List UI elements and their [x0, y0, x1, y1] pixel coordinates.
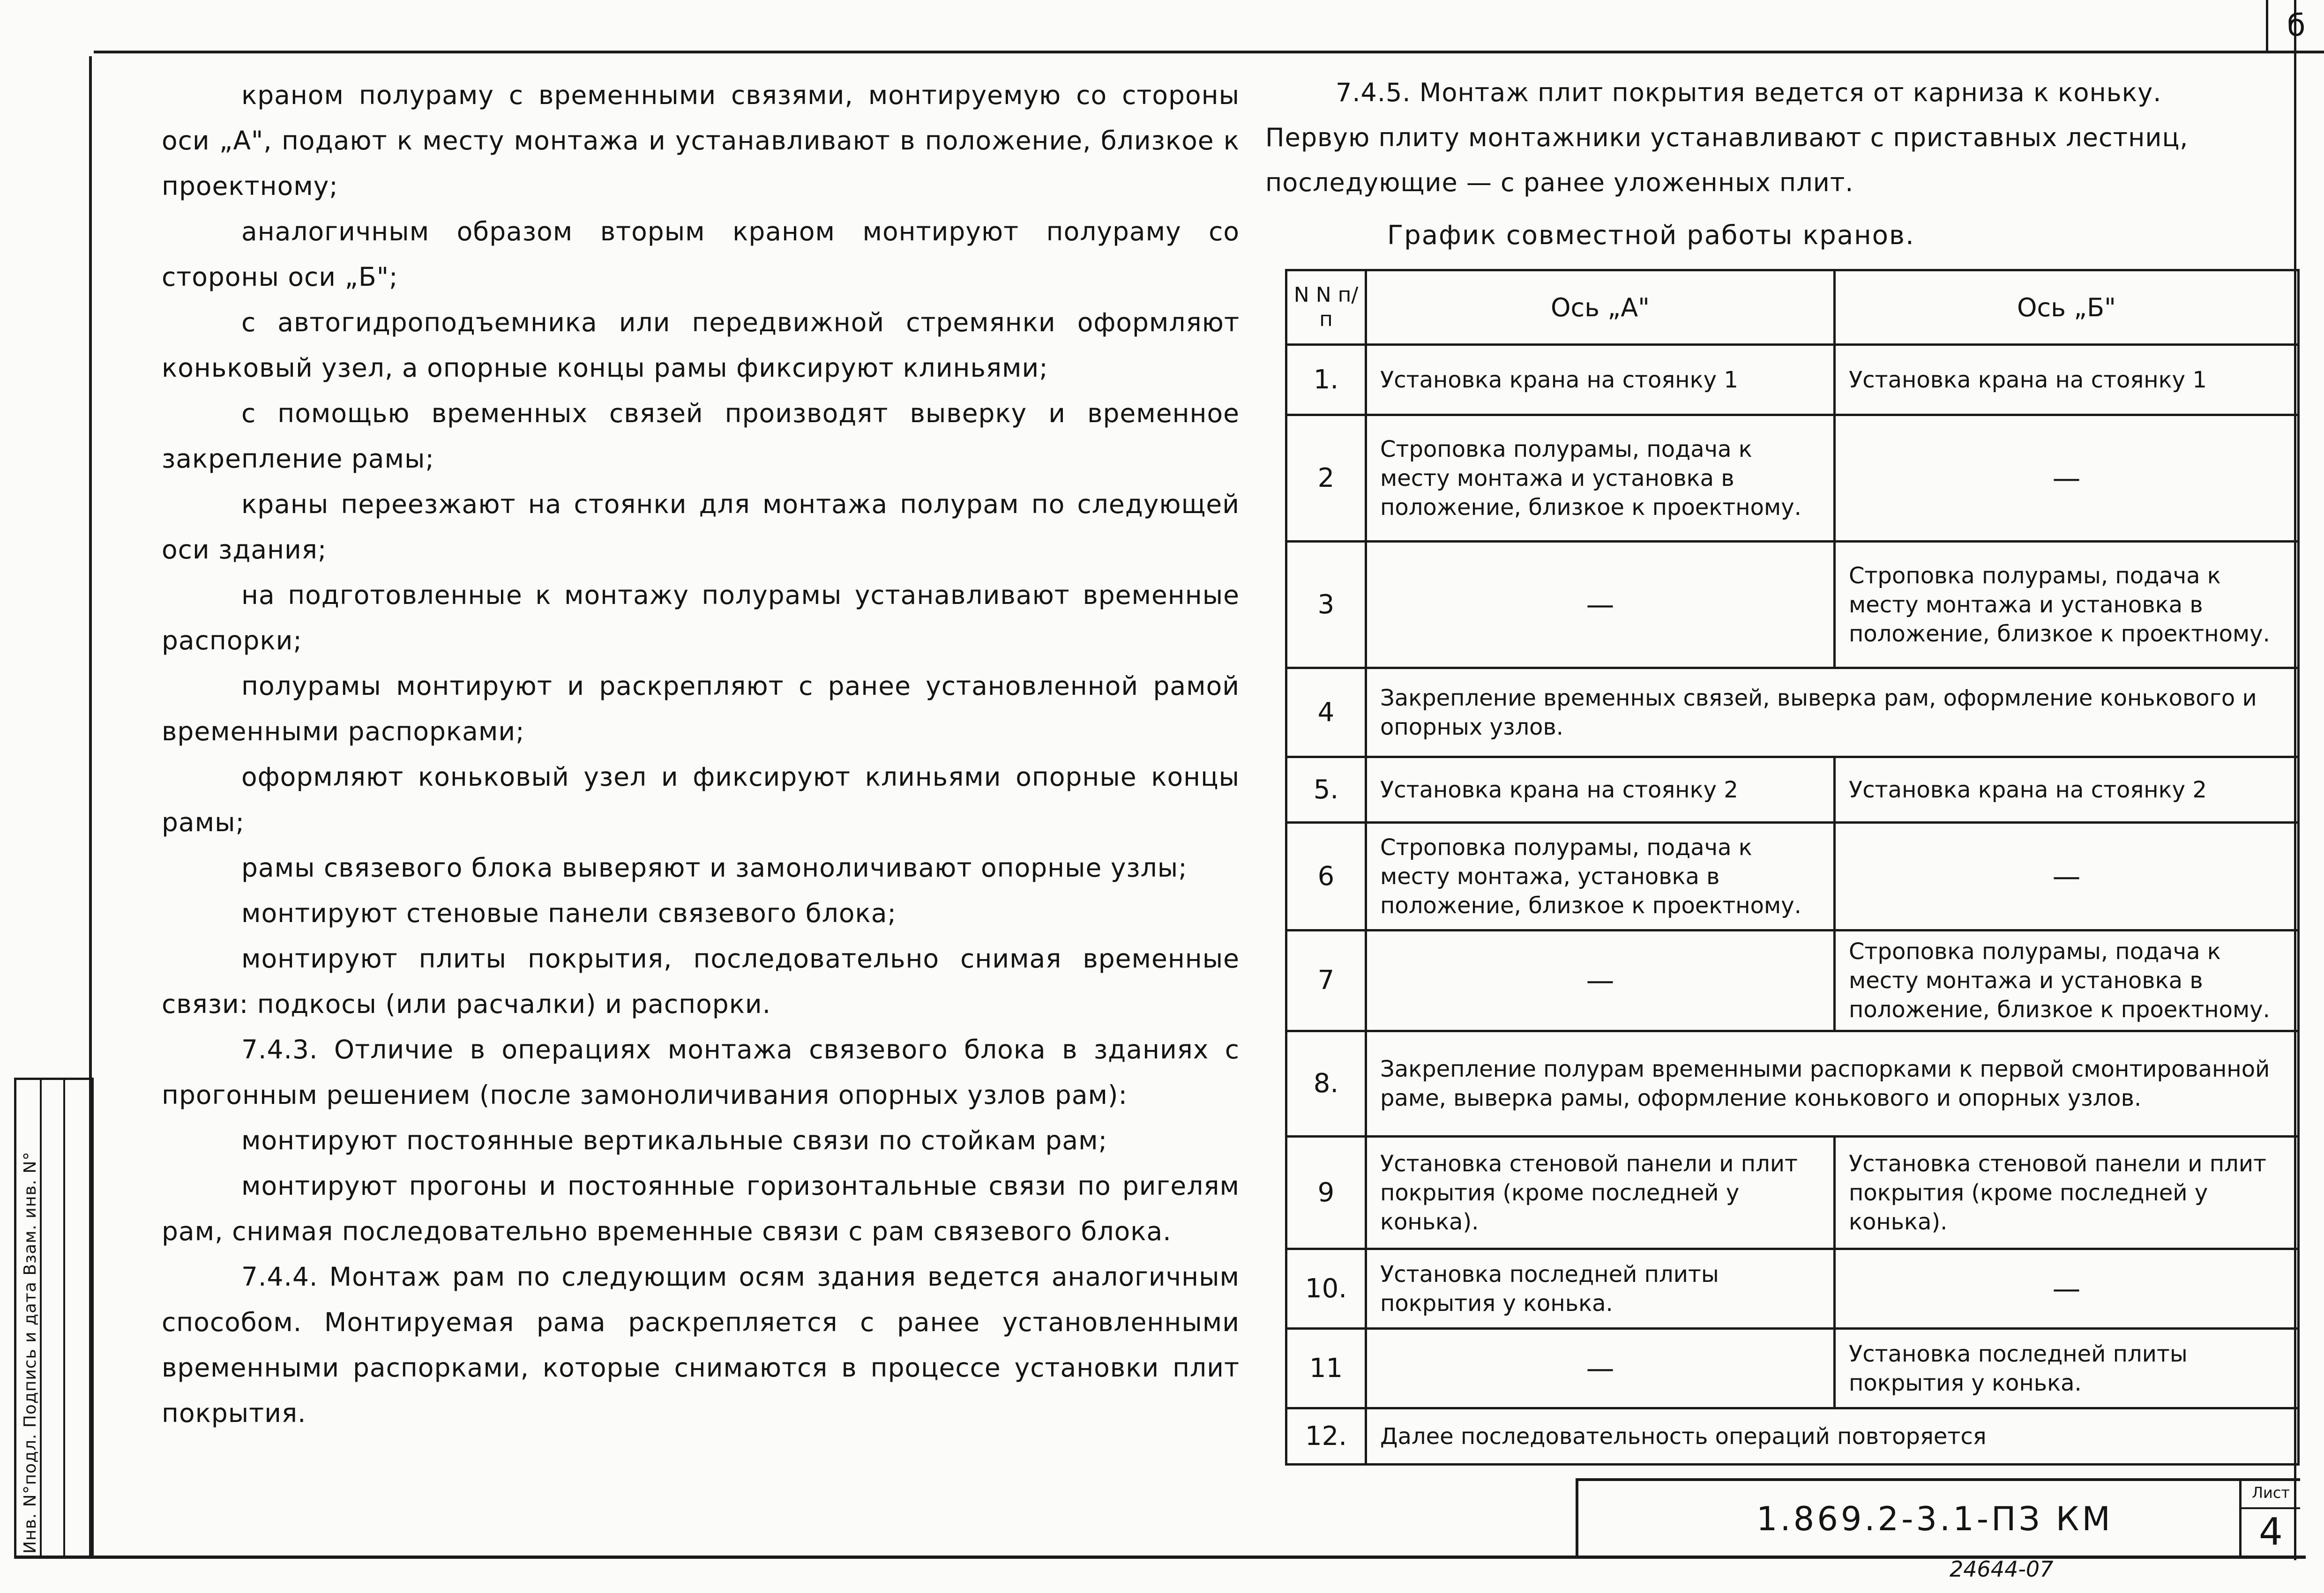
cell-axis-a: — — [1366, 542, 1835, 668]
header-num: N N п/п — [1286, 270, 1366, 345]
row-num: 5. — [1286, 757, 1366, 823]
paragraph: рамы связевого блока выверяют и замоноличивают опорные узлы; — [241, 853, 1188, 883]
cell-axis-a: Строповка полурамы, подача к месту монтажа и установка в положение, близкое к проектному. — [1366, 415, 1835, 542]
table-row — [1286, 1329, 2299, 1408]
row-num: 12. — [1286, 1408, 1366, 1465]
row-num: 6 — [1286, 823, 1366, 930]
cell-axis-a: Установка крана на стоянку 1 — [1366, 345, 1835, 415]
frame-top-line — [94, 51, 2324, 53]
row-num: 10. — [1286, 1249, 1366, 1329]
row-num: 2 — [1286, 415, 1366, 542]
archive-number: 24644-07 — [1950, 1556, 2054, 1582]
table-row — [1286, 1408, 2299, 1465]
sheet-number: 4 — [2259, 1510, 2283, 1554]
header-axis-b: Ось „Б" — [1835, 270, 2299, 345]
row-num: 8. — [1286, 1031, 1366, 1137]
section-7-4-4: 7.4.4. Монтаж рам по следующим осям здания ведется аналогичным способом. Монтируемая рама раскрепляется с ранее установленными временными распорками, которые снимаются в процессе установки плит покрытия. — [162, 1262, 1240, 1428]
cell-axis-a: Установка стеновой панели и плит покрытия (кроме последней у конька). — [1366, 1137, 1835, 1249]
row-num: 1. — [1286, 345, 1366, 415]
sheet-box — [2239, 1481, 2300, 1558]
paragraph: оформляют коньковый узел и фиксируют клиньями опорные концы рамы; — [162, 762, 1240, 837]
cell-axis-b: Строповка полурамы, подача к месту монтажа и установка в положение, близкое к проектному. — [1835, 542, 2299, 668]
table-row — [1286, 930, 2299, 1031]
cell-merged: Закрепление временных связей, выверка рам, оформление конькового и опорных узлов. — [1366, 668, 2299, 757]
crane-schedule-table — [1285, 269, 2300, 1466]
left-column-text — [162, 73, 1240, 1436]
paragraph: аналогичным образом вторым краном монтируют полураму со стороны оси „Б"; — [162, 216, 1240, 292]
sheet-label: Лист — [2242, 1484, 2300, 1509]
paragraph: краном полураму с временными связями, монтируемую со стороны оси „А", подают к месту монтажа и устанавливают в положение, близкое к проектному; — [162, 80, 1240, 201]
cell-axis-b: Установка крана на стоянку 2 — [1835, 757, 2299, 823]
row-num: 11 — [1286, 1329, 1366, 1408]
cell-axis-a: — — [1366, 930, 1835, 1031]
paragraph: полурамы монтируют и раскрепляют с ранее установленной рамой временными распорками; — [162, 671, 1240, 746]
title-block — [1576, 1478, 2300, 1558]
table-row — [1286, 1137, 2299, 1249]
cell-axis-a: Установка крана на стоянку 2 — [1366, 757, 1835, 823]
paragraph: с автогидроподъемника или передвижной стремянки оформляют коньковый узел, а опорные концы рамы фиксируют клиньями; — [162, 307, 1240, 383]
cell-axis-b: Установка стеновой панели и плит покрытия (кроме последней у конька). — [1835, 1137, 2299, 1249]
row-num: 9 — [1286, 1137, 1366, 1249]
side-stamp-text: Инв. N°подл. Подпись и дата Взам. инв. N° — [21, 1151, 40, 1554]
document-code: 1.869.2-3.1-ПЗ КМ — [1756, 1500, 2113, 1538]
table-row — [1286, 1031, 2299, 1137]
cell-merged: Далее последовательность операций повторяется — [1366, 1408, 2299, 1465]
cell-axis-b: Установка последней плиты покрытия у конька. — [1835, 1329, 2299, 1408]
table-row — [1286, 757, 2299, 823]
row-num: 7 — [1286, 930, 1366, 1031]
paragraph: монтируют прогоны и постоянные горизонтальные связи по ригелям рам, снимая последовательно временные связи с рам связевого блока. — [162, 1171, 1240, 1246]
paragraph: монтируют постоянные вертикальные связи по стойкам рам; — [241, 1125, 1108, 1155]
paragraph: на подготовленные к монтажу полурамы устанавливают временные распорки; — [162, 580, 1240, 655]
header-axis-a: Ось „А" — [1366, 270, 1835, 345]
paragraph: с помощью временных связей производят выверку и временное закрепление рамы; — [162, 398, 1240, 474]
table-row — [1286, 542, 2299, 668]
paragraph: монтируют плиты покрытия, последовательно снимая временные связи: подкосы (или расчалки) и распорки. — [162, 944, 1240, 1019]
cell-merged: Закрепление полурам временными распорками к первой смонтированной раме, выверка рамы, оформление конькового и опорных узлов. — [1366, 1031, 2299, 1137]
cell-axis-b: — — [1835, 1249, 2299, 1329]
row-num: 4 — [1286, 668, 1366, 757]
cell-axis-b: Строповка полурамы, подача к месту монтажа и установка в положение, близкое к проектному. — [1835, 930, 2299, 1031]
paragraph: монтируют стеновые панели связевого блока; — [241, 898, 897, 928]
section-7-4-3: 7.4.3. Отличие в операциях монтажа связевого блока в зданиях с прогонным решением (после замоноличивания опорных узлов рам): — [162, 1035, 1240, 1110]
cell-axis-b: — — [1835, 415, 2299, 542]
corner-mark: б — [2287, 8, 2306, 43]
row-num: 3 — [1286, 542, 1366, 668]
table-row — [1286, 668, 2299, 757]
section-7-4-5: 7.4.5. Монтаж плит покрытия ведется от карниза к коньку. Первую плиту монтажники устанавливают с приставных лестниц, последующие — с ранее уложенных плит. — [1265, 78, 2189, 197]
side-strip-divider — [40, 1080, 42, 1558]
cell-axis-a: Установка последней плиты покрытия у конька. — [1366, 1249, 1835, 1329]
cell-axis-b: Установка крана на стоянку 1 — [1835, 345, 2299, 415]
table-row — [1286, 415, 2299, 542]
paragraph: краны переезжают на стоянки для монтажа полурам по следующей оси здания; — [162, 489, 1240, 565]
cell-axis-a: Строповка полурамы, подача к месту монтажа, установка в положение, близкое к проектному. — [1366, 823, 1835, 930]
table-row — [1286, 823, 2299, 930]
table-row — [1286, 345, 2299, 415]
table-header-row — [1286, 270, 2299, 345]
schedule-title: График совместной работы кранов. — [1387, 220, 1915, 251]
cell-axis-a: — — [1366, 1329, 1835, 1408]
cell-axis-b: — — [1835, 823, 2299, 930]
table-row — [1286, 1249, 2299, 1329]
side-strip-divider — [63, 1080, 65, 1558]
